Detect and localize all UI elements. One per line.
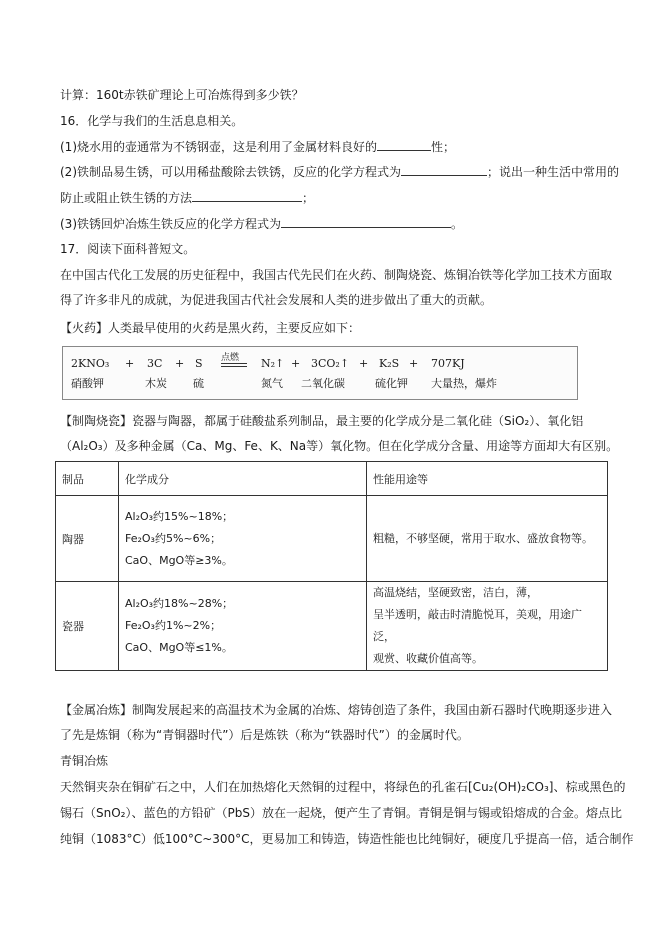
plus-sign: +: [359, 357, 369, 370]
formula-kno3: 2KNO₃: [71, 357, 110, 370]
plus-sign: +: [125, 357, 135, 370]
formula-k2s: K₂S: [379, 357, 400, 370]
name-heat: 大量热，爆炸: [431, 377, 497, 390]
table-header-cell: 性能用途等: [367, 462, 608, 496]
table-row: [56, 496, 608, 582]
q16-blank2[interactable]: [401, 163, 487, 176]
table-cell-product: 陶器: [56, 496, 119, 582]
q16-blank1[interactable]: [377, 138, 431, 151]
q16-title: 16．化学与我们的生活息息相关。: [60, 114, 244, 128]
ceramic-table: [55, 461, 608, 671]
q17-intro-line1: 在中国古代化工发展的历史征程中，我国古代先民们在火药、制陶烧瓷、炼铜冶铁等化学加工技术方面取: [60, 268, 613, 282]
name-c: 木炭: [145, 377, 167, 390]
composition-line: Al₂O₃约18%~28%；: [125, 597, 234, 610]
plus-sign: +: [291, 357, 301, 370]
reaction-box: [62, 346, 578, 400]
reaction-equation: [71, 353, 571, 373]
table-cell-properties: [367, 582, 608, 671]
q16-part2: [60, 163, 619, 180]
table-cell-properties: [367, 496, 608, 582]
name-co2: 二氧化碳: [301, 377, 345, 390]
formula-co2: 3CO₂↑: [311, 357, 350, 370]
composition-line: Fe₂O₃约1%~2%；: [125, 619, 222, 632]
composition-line: Al₂O₃约15%~18%；: [125, 509, 234, 523]
composition-line: CaO、MgO等≥3%。: [125, 553, 233, 567]
reaction-heat: 707KJ: [431, 357, 465, 370]
bronze-line1: 天然铜夹杂在铜矿石之中，人们在加热熔化天然铜的过程中，将绿色的孔雀石[Cu₂(OH)₂CO₃]、棕或黑色的: [60, 780, 626, 794]
reaction-arrow-line2: [221, 366, 247, 367]
formula-c: 3C: [147, 357, 163, 370]
q17-title: 17．阅读下面科普短文。: [60, 242, 196, 256]
table-cell-composition: [119, 582, 367, 671]
ceramic-line1: 【制陶烧瓷】瓷器与陶器，都属于硅酸盐系列制品，最主要的化学成分是二氧化硅（SiO₂）、氧化铝: [60, 414, 584, 428]
bronze-line2: 锡石（SnO₂）、蓝色的方铅矿（PbS）放在一起烧，便产生了青铜。青铜是铜与锡或铅熔成的合金。熔点比: [60, 806, 622, 820]
q16-part1-end: 性；: [431, 140, 456, 154]
q17-intro-line2: 得了许多非凡的成就，为促进我国古代社会发展和人类的进步做出了重大的贡献。: [60, 293, 493, 307]
table-header-row: [56, 462, 608, 496]
q16-part3-end: 。: [451, 217, 464, 231]
name-kno3: 硝酸钾: [71, 377, 104, 390]
plus-sign: +: [409, 357, 419, 370]
calc-question: 计算：160t赤铁矿理论上可冶炼得到多少铁？: [60, 88, 304, 102]
q16-part1: [60, 138, 455, 155]
q16-part2-cont-end: ；: [302, 191, 315, 205]
ceramic-line2: （Al₂O₃）及多种金属（Ca、Mg、Fe、K、Na等）氧化物。但在化学成分含量、用途等方面却大有区别。: [60, 439, 619, 453]
bronze-title: 青铜冶炼: [60, 754, 109, 768]
name-k2s: 硫化钾: [375, 377, 408, 390]
q16-part1-text: (1)烧水用的壶通常为不锈钢壶，这是利用了金属材料良好的: [60, 140, 378, 154]
q16-part2-cont: [60, 189, 314, 206]
formula-n2: N₂↑: [261, 357, 285, 370]
q16-part3-text: (3)铁锈回炉冶炼生铁反应的化学方程式为: [60, 217, 281, 231]
name-n2: 氮气: [261, 377, 283, 390]
composition-line: CaO、MgO等≤1%。: [125, 641, 233, 654]
property-line: 呈半透明，敲击时清脆悦耳，美观，用途广泛，: [373, 608, 582, 643]
metal-line2: 了先是炼铜（称为“青铜器时代”）后是炼铁（称为“铁器时代”）的金属时代。: [60, 728, 469, 742]
table-cell-product: 瓷器: [56, 582, 119, 671]
reaction-arrow: [221, 363, 247, 364]
gunpowder-paragraph: 【火药】人类最早使用的火药是黑火药，主要反应如下：: [60, 321, 361, 335]
table-row: [56, 582, 608, 671]
plus-sign: +: [175, 357, 185, 370]
q16-part2-tail: ；说出一种生活中常用的: [487, 165, 620, 179]
bronze-line3: 纯铜（1083°C）低100°C~300°C，更易加工和铸造，铸造性能也比纯铜好，硬度几乎提高一倍，适合制作: [60, 832, 634, 846]
table-header-cell: 化学成分: [119, 462, 367, 496]
q16-blank3[interactable]: [192, 189, 302, 202]
property-line: 高温烧结，坚硬致密，洁白，薄，: [373, 586, 538, 599]
formula-s: S: [195, 357, 203, 370]
metal-line1: 【金属冶炼】制陶发展起来的高温技术为金属的冶炼、熔铸创造了条件，我国由新石器时代晚期逐步进入: [60, 703, 613, 717]
q16-blank4[interactable]: [281, 215, 451, 228]
property-line: 粗糙，不够坚硬，常用于取水、盛放食物等。: [373, 531, 593, 545]
reaction-condition: 点燃: [221, 353, 240, 363]
composition-line: Fe₂O₃约5%~6%；: [125, 531, 222, 545]
reaction-names: [71, 375, 571, 391]
table-header-cell: 制品: [56, 462, 119, 496]
q16-part2-text: (2)铁制品易生锈，可以用稀盐酸除去铁锈，反应的化学方程式为: [60, 165, 402, 179]
q16-part3: [60, 215, 463, 232]
table-cell-composition: [119, 496, 367, 582]
property-line: 观赏、收藏价值高等。: [373, 652, 483, 665]
q16-part2-cont-text: 防止或阻止铁生锈的方法: [60, 191, 193, 205]
name-s: 硫: [193, 377, 204, 390]
